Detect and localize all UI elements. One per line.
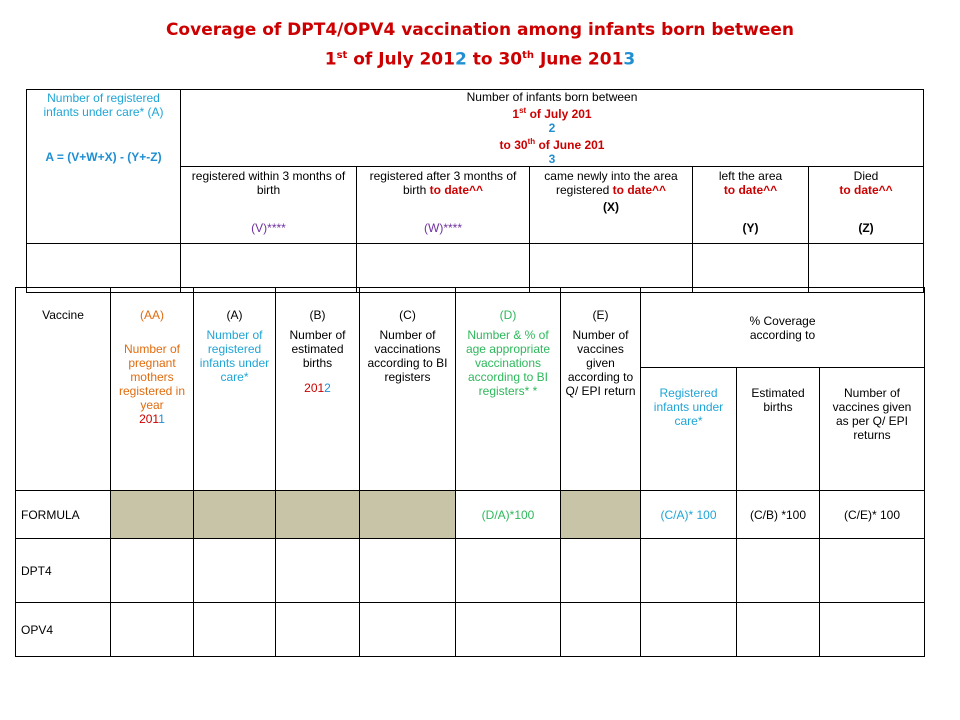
formula-ce: (C/E)* 100 xyxy=(820,491,925,539)
shaded-cell xyxy=(360,491,456,539)
cov-vaccines-header: Number of vaccines given as per Q/ EPI returns xyxy=(820,368,925,491)
cov-estimated-header: Estimated births xyxy=(737,368,820,491)
shaded-cell xyxy=(561,491,641,539)
e-header: (E) Number of vaccines given according to Q/ EPI return xyxy=(561,288,641,491)
formula-cb: (C/B) *100 xyxy=(737,491,820,539)
table1-cell[interactable] xyxy=(27,244,181,293)
b-header: (B) Number of estimated births 2012 xyxy=(276,288,360,491)
table2-cell[interactable] xyxy=(360,603,456,657)
table2-cell[interactable] xyxy=(456,539,561,603)
table2-cell[interactable] xyxy=(456,603,561,657)
a-header: (A) Number of registered infants under care* xyxy=(194,288,276,491)
table2-cell[interactable] xyxy=(737,539,820,603)
registered-infants-label: Number of registered infants under care* (A) xyxy=(43,91,164,119)
formula-ca: (C/A)* 100 xyxy=(641,491,737,539)
col-left-area: left the area to date^^ (Y) xyxy=(693,167,809,244)
col-registered-within-3-months: registered within 3 months of birth (V)**** xyxy=(181,167,357,244)
table2-cell[interactable] xyxy=(276,539,360,603)
title-line-1: Coverage of DPT4/OPV4 vaccination among infants born between xyxy=(165,20,795,40)
vaccine-header: Vaccine xyxy=(16,288,111,491)
col-died: Died to date^^ (Z) xyxy=(809,167,924,244)
vaccine-coverage-table xyxy=(15,287,925,657)
formula-a: A = (V+W+X) - (Y+-Z) xyxy=(45,150,162,164)
table2-cell[interactable] xyxy=(111,603,194,657)
table2-cell[interactable] xyxy=(561,539,641,603)
table1-cell[interactable] xyxy=(693,244,809,293)
table2-cell[interactable] xyxy=(194,603,276,657)
table2-cell[interactable] xyxy=(641,603,737,657)
shaded-cell xyxy=(276,491,360,539)
c-header: (C) Number of vaccinations according to BI registers xyxy=(360,288,456,491)
table2-cell[interactable] xyxy=(561,603,641,657)
table2-cell[interactable] xyxy=(820,539,925,603)
table2-cell[interactable] xyxy=(276,603,360,657)
table2-cell[interactable] xyxy=(111,539,194,603)
table2-cell[interactable] xyxy=(820,603,925,657)
col-registered-after-3-months: registered after 3 months of birth to date^^ (W)**** xyxy=(357,167,530,244)
title-line-2: 1st of July 2012 to 30th June 2013 xyxy=(324,49,636,70)
table2-cell[interactable] xyxy=(194,539,276,603)
formula-label: FORMULA xyxy=(16,491,111,539)
infants-born-header: Number of infants born between 1st of July 201 2 to 30th of June 201 3 xyxy=(181,90,924,167)
registered-infants-header xyxy=(27,90,181,244)
table1-cell[interactable] xyxy=(181,244,357,293)
infants-registration-table xyxy=(26,89,924,293)
table2-cell[interactable] xyxy=(641,539,737,603)
col-came-newly: came newly into the area registered to date^^ (X) xyxy=(530,167,693,244)
table1-cell[interactable] xyxy=(809,244,924,293)
table2-cell[interactable] xyxy=(360,539,456,603)
table2-cell[interactable] xyxy=(737,603,820,657)
d-header: (D) Number & % of age appropriate vaccinations according to BI registers* * xyxy=(456,288,561,491)
row-label-dpt4: DPT4 xyxy=(16,539,111,603)
table1-cell[interactable] xyxy=(530,244,693,293)
formula-d: (D/A)*100 xyxy=(456,491,561,539)
shaded-cell xyxy=(194,491,276,539)
page-title xyxy=(0,18,960,73)
row-label-opv4: OPV4 xyxy=(16,603,111,657)
cov-registered-header: Registered infants under care* xyxy=(641,368,737,491)
table1-cell[interactable] xyxy=(357,244,530,293)
coverage-header: % Coverage according to xyxy=(641,288,925,368)
aa-header: (AA) Number of pregnant mothers registered in year 2011 xyxy=(111,288,194,491)
shaded-cell xyxy=(111,491,194,539)
